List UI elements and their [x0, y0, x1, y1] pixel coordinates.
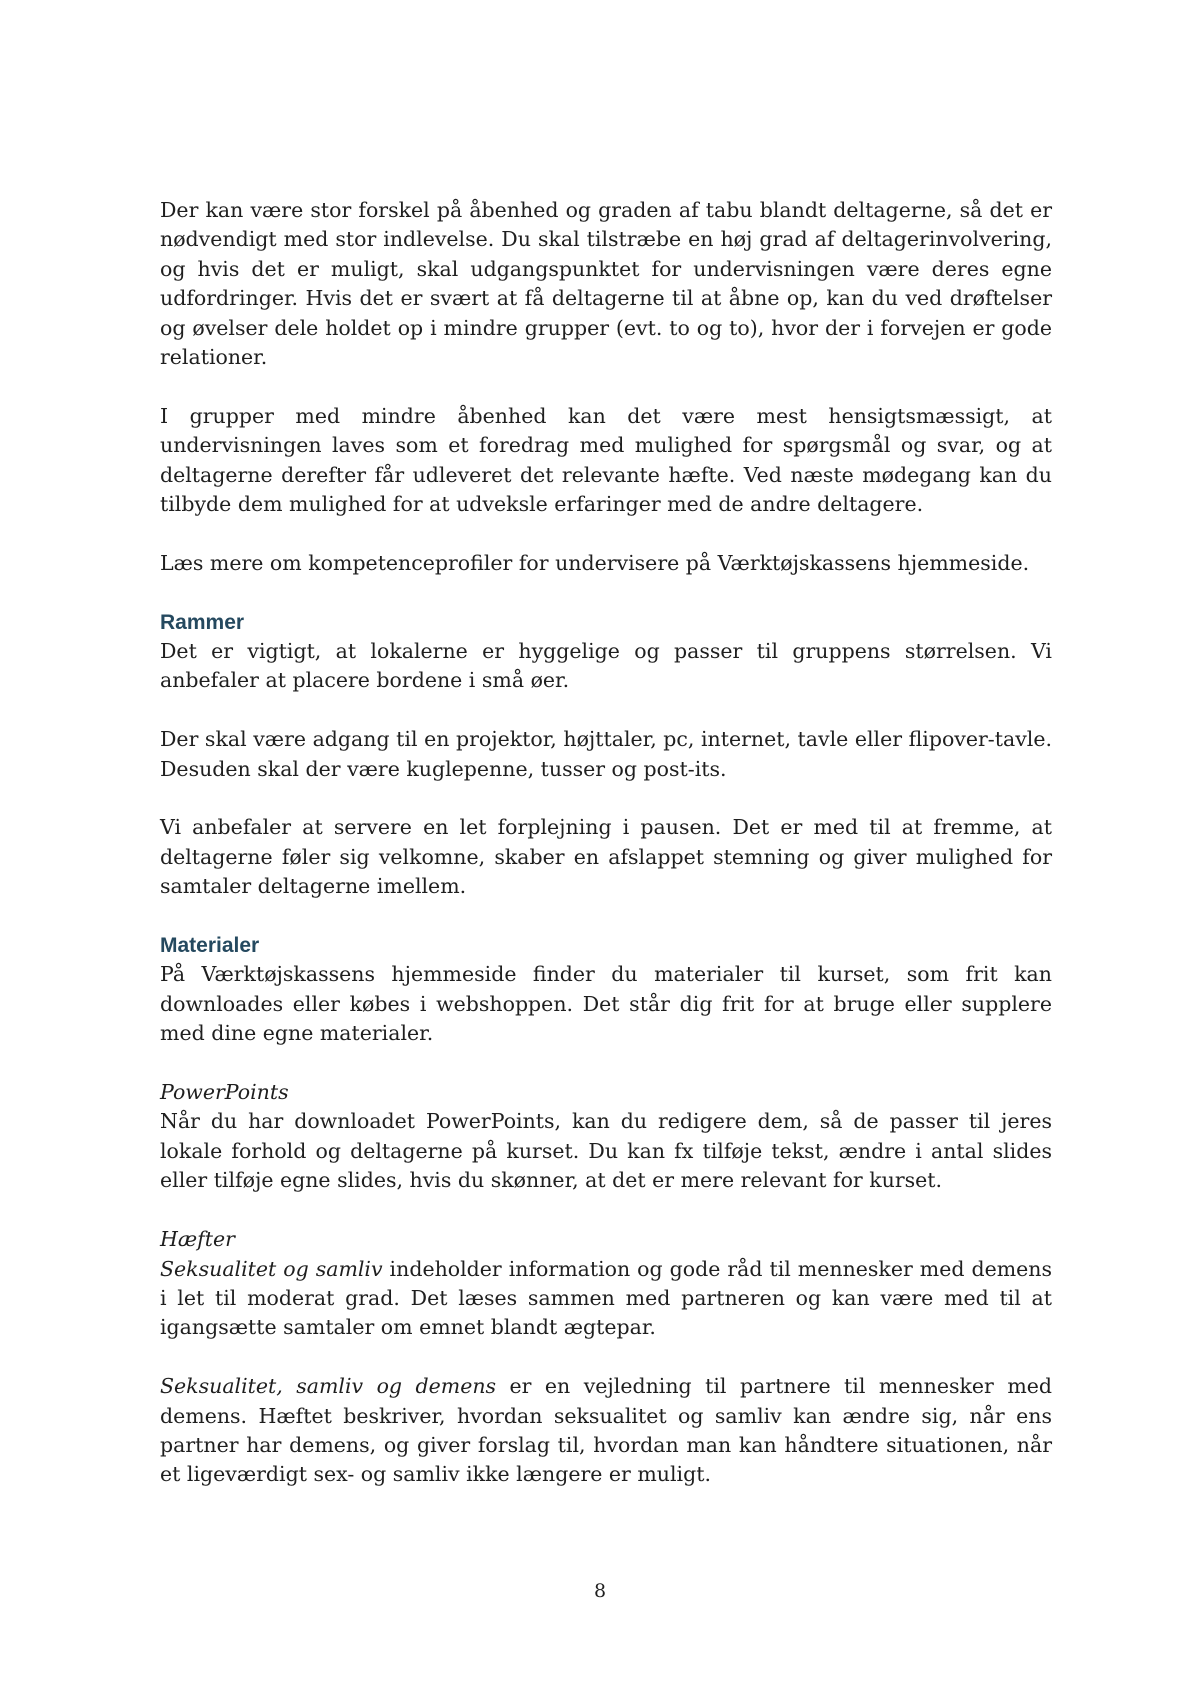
- intro-paragraph-1: Der kan være stor forskel på åbenhed og graden af tabu blandt deltagerne, så det er nødvendigt med stor indlevelse. Du skal tilstræbe en høj grad af deltagerinvolvering, og hvis det er muligt, skal udgangspunktet for undervisningen være deres egne udfordringer. Hvis det er svært at få deltagerne til at åbne op, kan du ved drøftelser og øvelser dele holdet op i mindre grupper (evt. to og to), hvor der i forvejen er gode relationer.: [160, 198, 1052, 370]
- section-heading-rammer: Rammer: [160, 610, 245, 634]
- spacer: [160, 372, 1052, 401]
- spacer: [160, 1049, 1052, 1078]
- spacer: [160, 1196, 1052, 1225]
- spacer: [160, 784, 1052, 813]
- subheading-powerpoints: PowerPoints: [160, 1080, 289, 1105]
- haefte-description-1: indeholder information og gode råd til mennesker med demens i let til moderat grad. Det læses sammen med partneren og kan være med til at igangsætte samtaler om emnet blandt ægtepar.: [160, 1256, 1052, 1340]
- haefte-paragraph-2: [160, 1372, 1052, 1490]
- haefte-title-1: Seksualitet og samliv: [160, 1256, 383, 1281]
- rammer-paragraph-3: Vi anbefaler at servere en let forplejning i pausen. Det er med til at fremme, at deltagerne føler sig velkomne, skaber en afslappet stemning og giver mulighed for samtaler deltagerne imellem.: [160, 815, 1052, 899]
- spacer: [160, 696, 1052, 725]
- spacer: [160, 578, 1052, 607]
- section-heading-materialer: Materialer: [160, 934, 260, 958]
- page-number: 8: [593, 1580, 607, 1602]
- materialer-paragraph-1: På Værktøjskassens hjemmeside finder du materialer til kurset, som frit kan downloades eller købes i webshoppen. Det står dig frit for at bruge eller supplere med dine egne materialer.: [160, 962, 1052, 1046]
- spacer: [160, 902, 1052, 931]
- haefte-description-2: er en vejledning til partnere til mennesker med demens. Hæftet beskriver, hvordan seksualitet og samliv kan ændre sig, når ens partner har demens, og giver forslag til, hvordan man kan håndtere situationen, når et ligeværdigt sex- og samliv ikke længere er muligt.: [160, 1374, 1053, 1487]
- subheading-haefter: Hæfter: [160, 1227, 235, 1252]
- page-body: [160, 196, 1052, 1490]
- rammer-paragraph-2: Der skal være adgang til en projektor, højttaler, pc, internet, tavle eller flipover-tavle. Desuden skal der være kuglepenne, tusser og post-its.: [160, 727, 1052, 781]
- intro-paragraph-2: I grupper med mindre åbenhed kan det være mest hensigtsmæssigt, at undervisningen laves som et foredrag med mulighed for spørgsmål og svar, og at deltagerne derefter får udleveret det relevante hæfte. Ved næste mødegang kan du tilbyde dem mulighed for at udveksle erfaringer med de andre deltagere.: [160, 403, 1052, 517]
- intro-paragraph-3: Læs mere om kompetenceprofiler for undervisere på Værktøjskassens hjemmeside.: [160, 550, 1030, 575]
- spacer: [160, 1343, 1052, 1372]
- rammer-paragraph-1: Det er vigtigt, at lokalerne er hyggelige og passer til gruppens størrelsen. Vi anbefaler at placere bordene i små øer.: [160, 639, 1052, 693]
- haefte-paragraph-1: [160, 1255, 1052, 1343]
- haefte-title-2: Seksualitet, samliv og demens: [160, 1374, 497, 1399]
- powerpoints-paragraph: Når du har downloadet PowerPoints, kan du redigere dem, så de passer til jeres lokale forhold og deltagerne på kurset. Du kan fx tilføje tekst, ændre i antal slides eller tilføje egne slides, hvis du skønner, at det er mere relevant for kurset.: [160, 1109, 1052, 1193]
- spacer: [160, 519, 1052, 548]
